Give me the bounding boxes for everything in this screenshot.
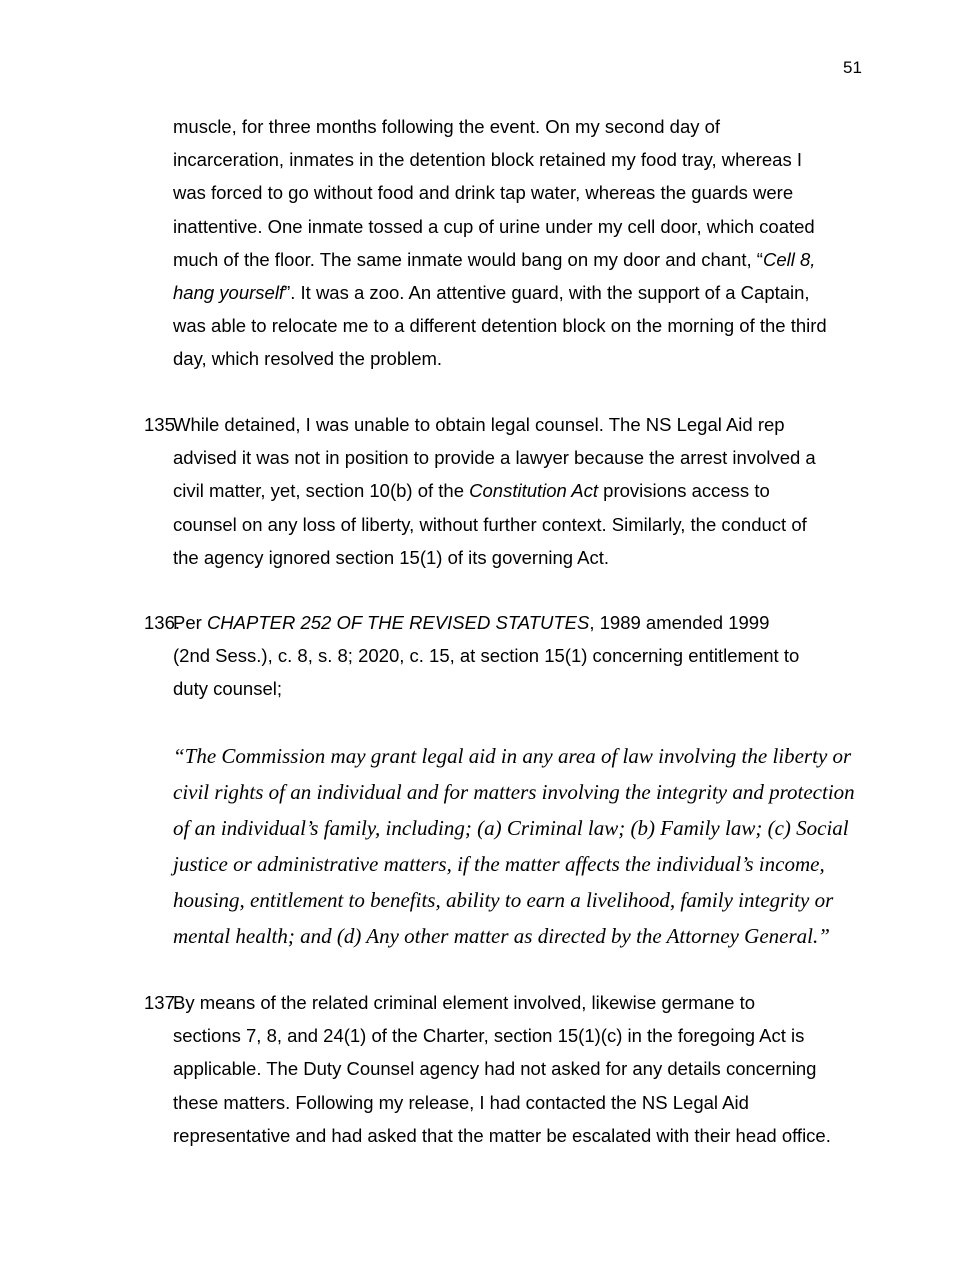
paragraph-number: 135.: [144, 414, 181, 435]
paragraph-137: [144, 986, 863, 1152]
paragraph-136: [144, 606, 863, 706]
text-line: these matters. Following my release, I had contacted the NS Legal Aid: [173, 1091, 749, 1113]
text-line: [173, 243, 863, 276]
text-line: [144, 408, 863, 441]
text-line: applicable. The Duty Counsel agency had not asked for any details concerning: [173, 1058, 817, 1080]
statute-quote: [173, 738, 863, 954]
text-segment: civil matter, yet, section 10(b) of the: [173, 480, 470, 502]
text-line: inattentive. One inmate tossed a cup of urine under my cell door, which coated: [173, 215, 815, 237]
text-line: [144, 986, 863, 1019]
text-line: [173, 474, 863, 507]
text-line: (2nd Sess.), c. 8, s. 8; 2020, c. 15, at section 15(1) concerning entitlement to: [173, 645, 800, 667]
quote-line: justice or administrative matters, if the matter affects the individual’s income,: [173, 852, 825, 876]
text-segment: provisions access to: [598, 480, 770, 502]
quoted-chant: Cell 8,: [762, 248, 816, 270]
quote-line: “The Commission may grant legal aid in any area of law involving the liberty or: [173, 744, 852, 768]
text-segment: By means of the related criminal element involved, likewise germane to: [173, 992, 756, 1013]
quote-line: mental health; and (d) Any other matter as directed by the Attorney General.”: [173, 924, 830, 948]
page-number: 51: [843, 58, 862, 77]
continuation-paragraph: [173, 110, 863, 376]
paragraph-135: [144, 408, 863, 574]
text-line: was forced to go without food and drink tap water, whereas the guards were: [173, 182, 794, 204]
statute-title: CHAPTER 252 OF THE REVISED STATUTES: [206, 612, 590, 633]
text-line: [173, 276, 863, 309]
text-line: [144, 606, 863, 639]
quote-line: civil rights of an individual and for matters involving the integrity and protection: [173, 780, 855, 804]
text-segment: While detained, I was unable to obtain legal counsel. The NS Legal Aid rep: [173, 414, 785, 435]
quote-line: of an individual’s family, including; (a) Criminal law; (b) Family law; (c) Social: [173, 816, 849, 840]
quoted-chant: hang yourself: [173, 281, 285, 303]
text-line: advised it was not in position to provide a lawyer because the arrest involved a: [173, 447, 816, 469]
paragraph-number: 136.: [144, 612, 181, 633]
text-line: the agency ignored section 15(1) of its governing Act.: [173, 546, 610, 568]
paragraph-number: 137.: [144, 992, 181, 1013]
text-line: counsel on any loss of liberty, without further context. Similarly, the conduct of: [173, 513, 807, 535]
text-line: day, which resolved the problem.: [173, 348, 443, 370]
text-line: representative and had asked that the matter be escalated with their head office.: [173, 1124, 831, 1146]
text-segment: , 1989 amended 1999: [589, 612, 770, 633]
text-line: muscle, for three months following the event. On my second day of: [173, 116, 721, 137]
text-line: was able to relocate me to a different detention block on the morning of the third: [173, 315, 827, 337]
act-title: Constitution Act: [469, 480, 599, 502]
text-segment: much of the floor. The same inmate would bang on my door and chant, “: [173, 248, 763, 270]
text-segment: Per: [173, 612, 207, 633]
text-line: duty counsel;: [173, 678, 283, 700]
text-line: incarceration, inmates in the detention block retained my food tray, whereas I: [173, 149, 802, 171]
text-segment: ”. It was a zoo. An attentive guard, with the support of a Captain,: [284, 281, 810, 303]
text-line: sections 7, 8, and 24(1) of the Charter, section 15(1)(c) in the foregoing Act is: [173, 1025, 805, 1047]
quote-line: housing, entitlement to benefits, ability to earn a livelihood, family integrity or: [173, 888, 834, 912]
